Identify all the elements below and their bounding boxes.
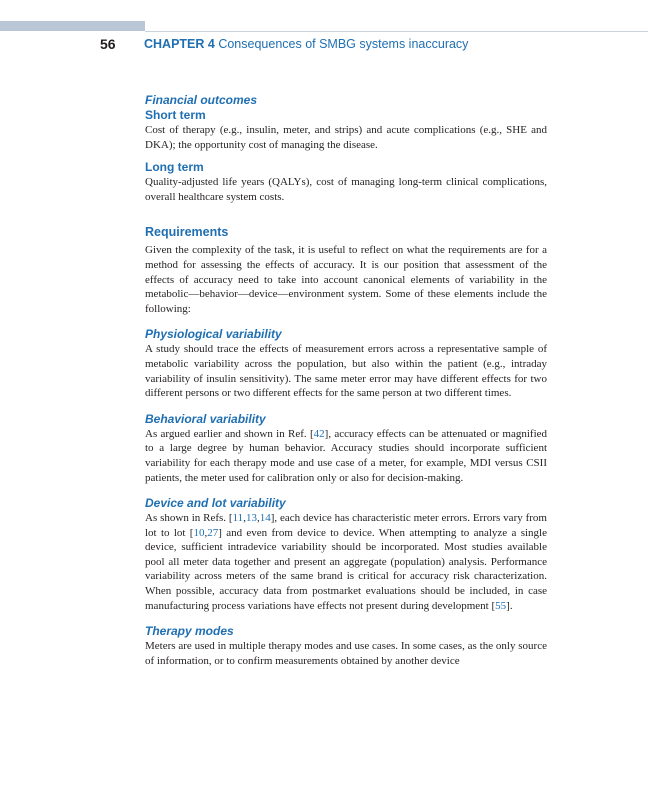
- device-paragraph: As shown in Refs. [11,13,14], each device has characteristic meter errors. Errors vary from lot to lot [10,27] and even from device to device. When attempting to analyze a single device, sufficient intradevice variability should be incorporated. Most studies available pool all meter data together and present an aggregate (population) analysis. Performance variability across meters of the same brand is critical for accuracy risk characterization. When possible, accuracy data from postmarket evaluations should be included, in case manufacturing process variations have effects not present during development [55].: [145, 512, 547, 612]
- chapter-title: Consequences of SMBG systems inaccuracy: [218, 37, 469, 51]
- citation-link[interactable]: 11: [232, 512, 244, 525]
- device-lot-variability-heading: Device and lot variability: [145, 496, 286, 511]
- behavioral-paragraph: As argued earlier and shown in Ref. [42], accuracy effects can be attenuated or magnified to a large degree by human behavior. Accuracy studies should incorporate sufficient variability for each therapy mode and use case of a meter, for example, MDI versus CSII patients, the meter used for calibration only or also for decision-making.: [145, 427, 548, 484]
- long-term-heading: Long term: [145, 160, 204, 175]
- long-term-paragraph: Quality-adjusted life years (QALYs), cost of managing long-term clinical complications, overall healthcare system costs.: [145, 176, 547, 203]
- financial-outcomes-heading: Financial outcomes: [145, 93, 258, 107]
- chapter-label: CHAPTER 4: [144, 37, 215, 51]
- citation-link[interactable]: 27: [207, 526, 219, 539]
- requirements-heading: Requirements: [145, 225, 229, 240]
- physiological-variability-heading: Physiological variability: [145, 327, 282, 342]
- short-term-paragraph: Cost of therapy (e.g., insulin, meter, and strips) and acute complications (e.g., SHE and DKA); the opportunity cost of managing the disease.: [145, 124, 547, 151]
- header-rule: [145, 31, 648, 32]
- page-number: 56: [100, 36, 116, 52]
- requirements-paragraph: Given the complexity of the task, it is useful to reflect on what the requirements are for a method for assessing the effects of accuracy. It is our position that assessment of the effects of accuracy need to take into account canonical elements of variability in the metabolic—behavior—device—environment system. Some of these elements include the following:: [145, 244, 547, 315]
- physiological-paragraph: A study should trace the effects of measurement errors across a representative sample of metabolic variability across the population, but also within the patient (e.g., intraday variability of insulin sensitivity). The same meter error may have different effects for two different persons or two different effects for the same person at two different times.: [145, 343, 547, 400]
- page-body: [145, 93, 547, 668]
- therapy-modes-heading: Therapy modes: [145, 624, 234, 639]
- citation-link[interactable]: 55: [495, 599, 507, 612]
- citation-link[interactable]: 10: [193, 526, 205, 539]
- behavioral-variability-heading: Behavioral variability: [145, 411, 266, 426]
- therapy-paragraph: Meters are used in multiple therapy modes and use cases. In some cases, as the only source of information, or to confirm measurements obtained by another device: [145, 640, 547, 667]
- citation-link[interactable]: 14: [259, 512, 271, 525]
- header-accent-bar: [0, 21, 145, 31]
- short-term-heading: Short term: [145, 108, 206, 122]
- chapter-heading: [144, 37, 468, 51]
- citation-link[interactable]: 13: [245, 512, 257, 525]
- citation-link[interactable]: 42: [313, 427, 325, 440]
